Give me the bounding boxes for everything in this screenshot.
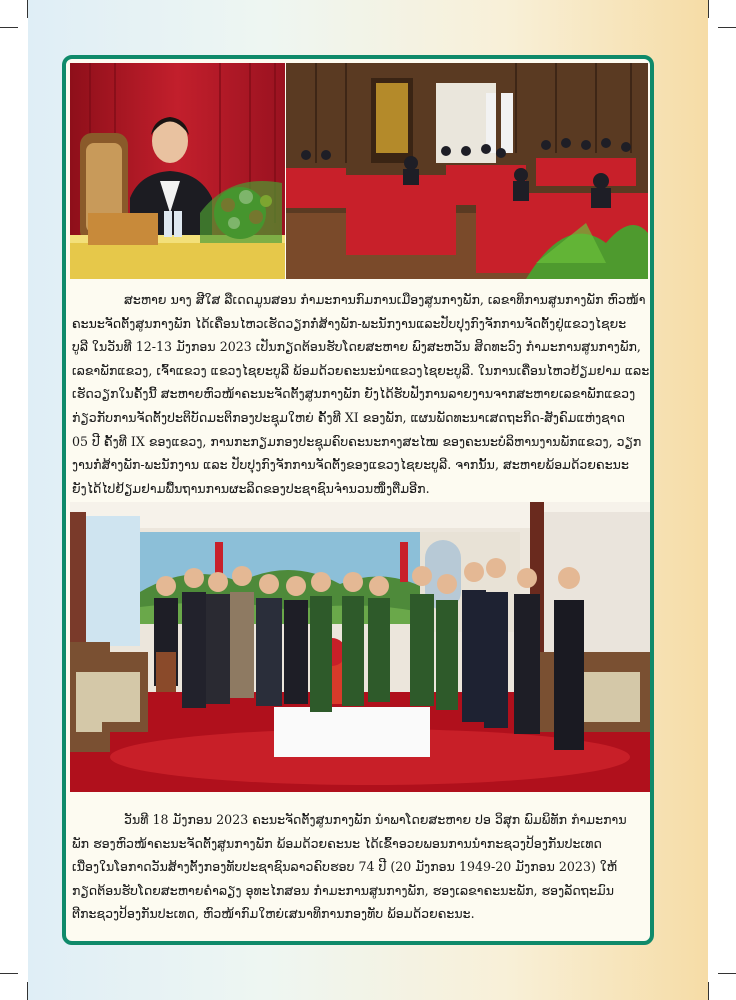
caption-line: ພັກ ຮອງຫົວໜ້າຄະນະຈັດຕັ້ງສູນກາງພັກ ພ້ອມດ້ວຍຄະນະ ໄດ້ເຂົ້າອວຍພອນການນຳກະຊວງປ້ອງກັນປະເທດ <box>72 835 602 851</box>
caption-line: ຄະນະຈັດຕັ້ງສູນກາງພັກ ໄດ້ເຄື່ອນໄຫວເຮັດວຽກກໍ່ສ້າງພັກ-ພະນັກງານແລະປັບປຸງກົງຈັກການຈັດຕັ້ງຢູ່ແຂວງໄຊຍະ <box>72 315 627 331</box>
crop-mark <box>0 27 18 28</box>
caption-line: 05 ປີ ຄັ້ງທີ IX ຂອງແຂວງ, ການກະກຽມກອງປະຊຸມຄົບຄະນະກາງສະໄໝ ຂອງຄະນະບໍລິຫານງານພັກແຂວງ, ວຽກ <box>72 433 642 449</box>
caption-line: ເຮັດວຽກໃນຄັ້ງນີ້ ສະຫາຍຫົວໜ້າຄະນະຈັດຕັ້ງສູນກາງພັກ ຍັງໄດ້ຮັບຟັງການລາຍງານຈາກສະຫາຍເລຂາພັກແຂວງ <box>72 386 636 402</box>
caption-line: ກຽດຕ້ອນຮັບໂດຍສະຫາຍຄຳລຽງ ອຸທະໄກສອນ ກຳມະການສູນກາງພັກ, ຮອງເລຂາຄະນະພັກ, ຮອງລັດຖະມົນ <box>72 882 615 898</box>
crop-mark <box>708 982 709 1000</box>
crop-mark <box>718 27 736 28</box>
crop-mark <box>27 0 28 18</box>
caption-line: ວັນທີ 18 ມັງກອນ 2023 ຄະນະຈັດຕັ້ງສູນກາງພັກ ນຳພາໂດຍສະຫາຍ ປອ ວິສຸກ ພົມພິທັກ ກຳມະການ <box>124 812 627 827</box>
crop-mark <box>27 982 28 1000</box>
caption-line: ບູລີ ໃນວັນທີ 12-13 ມັງກອນ 2023 ເປັນກຽດຕ້ອນຮັບໂດຍສະຫາຍ ພົງສະຫວັນ ສິດທະວົງ ກຳມະການສູນກາງພັກ, <box>72 339 641 355</box>
caption-line: ຕີກະຊວງປ້ອງກັນປະເທດ, ຫົວໜ້າກົມໃຫຍ່ເສນາທິການກອງທັບ ພ້ອມດ້ວຍຄະນະ. <box>72 906 475 922</box>
caption-line: ຍັງໄດ້ໄປຢ້ຽມຢາມພື້ນຖານການຜະລິດຂອງປະຊາຊົນຈຳນວນໜຶ່ງຕື່ມອີກ. <box>72 480 430 496</box>
caption-line: ເລຂາພັກແຂວງ, ເຈົ້າແຂວງ ແຂວງໄຊຍະບູລີ ພ້ອມດ້ວຍຄະນະນຳແຂວງໄຊຍະບູລີ. ໃນການເຄື່ອນໄຫວຢ້ຽມຢາມ ແລະ <box>72 362 650 378</box>
caption-line: ກ່ຽວກັບການຈັດຕັ້ງປະຕິບັດມະຕິກອງປະຊຸມໃຫຍ່ ຄັ້ງທີ XI ຂອງພັກ, ແຜນພັດທະນາເສດຖະກິດ-ສັງຄົມແຫ່ງຊາດ <box>72 409 625 425</box>
crop-mark <box>708 0 709 18</box>
caption-paragraph-2 <box>72 808 650 926</box>
caption-line: ສະຫາຍ ນາງ ສີໃສ ລືເດດມູນສອນ ກຳມະການກົມການເມືອງສູນກາງພັກ, ເລຂາທິການສູນກາງພັກ ຫົວໜ້າ <box>124 292 646 307</box>
photo-meeting-hall <box>286 63 648 279</box>
caption-line: ເນື່ອງໃນໂອກາດວັນສ້າງຕັ້ງກອງທັບປະຊາຊົນລາວຄົບຮອບ 74 ປີ (20 ມັງກອນ 1949-20 ມັງກອນ 2023) ໃຫ້ <box>72 859 618 875</box>
caption-paragraph-1 <box>72 288 650 500</box>
crop-mark <box>718 973 736 974</box>
caption-line: ງານກໍ່ສ້າງພັກ-ພະນັກງານ ແລະ ປັບປຸງກົງຈັກການຈັດຕັ້ງຂອງແຂວງໄຊຍະບູລີ. ຈາກນັ້ນ, ສະຫາຍພ້ອມດ້ວຍຄະນະ <box>72 457 629 473</box>
photo-group <box>70 502 650 792</box>
photo-speaker <box>70 63 285 279</box>
crop-mark <box>0 973 18 974</box>
